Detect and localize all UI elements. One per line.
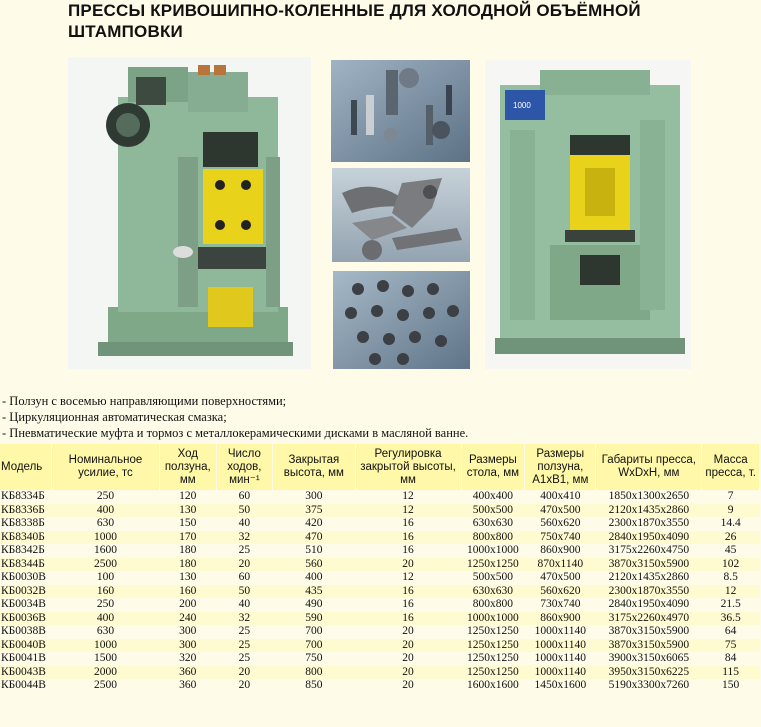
table-cell: 20: [402, 652, 414, 665]
table-cell: 16: [355, 612, 461, 626]
table-row: [0, 652, 760, 666]
table-cell: 5190x3300x7260: [608, 679, 690, 692]
table-cell: 1000x1140: [525, 666, 596, 680]
col-strokes-per-min: Число ходов, мин⁻¹: [216, 444, 273, 490]
table-cell: 800: [273, 666, 355, 680]
col-slide-size: Размеры ползуна, A1xB1, мм: [525, 444, 596, 490]
table-cell: 170: [160, 531, 217, 545]
table-cell: 20: [355, 639, 461, 653]
table-cell: 435: [273, 585, 355, 599]
table-cell: 375: [273, 504, 355, 518]
table-cell: 40: [238, 517, 251, 530]
feature-item: - Ползун с восемью направляющими поверхностями;: [2, 394, 287, 408]
table-cell: 16: [355, 531, 461, 545]
table-cell: 160: [51, 585, 159, 599]
feature-item: - Пневматические муфта и тормоз с металлокерамическими дисками в масляной ванне.: [2, 426, 469, 440]
table-cell: 850: [305, 679, 323, 692]
table-cell: 400x400: [472, 490, 514, 503]
table-cell: КБ0030В: [1, 571, 46, 584]
table-cell: 3175x2260x4750: [608, 544, 690, 557]
table-cell: 470x500: [525, 504, 596, 518]
forged-levers-photo: [332, 168, 470, 262]
table-cell: 300: [160, 639, 217, 653]
table-cell: 490: [305, 598, 323, 611]
table-cell: КБ0044В: [1, 679, 46, 692]
table-cell: 25: [238, 544, 251, 557]
table-cell: 1450x1600: [534, 679, 587, 692]
table-cell: 115: [702, 666, 760, 680]
table-cell: 20: [216, 666, 273, 680]
table-cell: 1000: [51, 531, 159, 545]
table-cell: 400: [51, 612, 159, 626]
table-cell: 84: [724, 652, 737, 665]
table-cell: 180: [179, 544, 197, 557]
table-cell: 400: [305, 571, 323, 584]
table-cell: 2500: [51, 558, 159, 572]
table-cell: КБ0040В: [0, 639, 51, 653]
table-cell: 730x740: [540, 598, 581, 611]
table-cell: 1000x1140: [534, 625, 586, 638]
table-cell: 1600x1600: [467, 679, 519, 692]
table-cell: 130: [179, 571, 197, 584]
table-cell: 560x620: [540, 517, 581, 530]
table-cell: 14.4: [720, 517, 741, 530]
table-cell: 16: [402, 598, 414, 611]
table-cell: 64: [724, 625, 737, 638]
table-cell: 2300x1870x3550: [608, 517, 690, 530]
table-cell: 1000x1140: [534, 652, 586, 665]
table-cell: 3175x2260x4970: [596, 612, 702, 626]
table-cell: 50: [216, 504, 273, 518]
table-cell: 470x500: [540, 571, 581, 584]
table-cell: 1000x1140: [525, 639, 596, 653]
table-cell: 180: [160, 558, 217, 572]
table-cell: 700: [273, 639, 355, 653]
table-cell: 750: [305, 652, 323, 665]
table-cell: 12: [355, 504, 461, 518]
col-force: Номинальное усилие, тс: [51, 444, 159, 490]
press-specs-table: [0, 444, 760, 693]
table-cell: 20: [355, 558, 461, 572]
table-cell: 560: [273, 558, 355, 572]
press-photo-left: [68, 57, 311, 369]
table-cell: 3870x3150x5900: [608, 625, 690, 638]
table-cell: 60: [238, 571, 251, 584]
table-cell: 1250x1250: [467, 652, 519, 665]
table-cell: 3870x3150x5900: [596, 639, 702, 653]
table-cell: 50: [216, 585, 273, 599]
table-cell: 3950x3150x6225: [596, 666, 702, 680]
page-title: ПРЕССЫ КРИВОШИПНО-КОЛЕННЫЕ ДЛЯ ХОЛОДНОЙ ОБЪЁМНОЙ ШТАМПОВКИ: [68, 1, 641, 41]
table-cell: 360: [179, 679, 197, 692]
table-cell: 40: [238, 598, 251, 611]
table-cell: КБ8344Б: [0, 558, 51, 572]
table-cell: 12: [402, 571, 414, 584]
table-cell: 2000: [51, 666, 159, 680]
table-cell: КБ0043В: [0, 666, 51, 680]
table-cell: 9: [702, 504, 760, 518]
table-row: [0, 585, 760, 599]
table-cell: 20: [238, 679, 251, 692]
table-cell: 560x620: [525, 585, 596, 599]
table-cell: 1000x1000: [461, 612, 525, 626]
table-cell: КБ8338Б: [1, 517, 45, 530]
table-cell: 750x740: [525, 531, 596, 545]
table-cell: 510: [305, 544, 323, 557]
table-cell: 25: [238, 652, 251, 665]
table-cell: КБ0036В: [0, 612, 51, 626]
table-cell: 630x630: [461, 585, 525, 599]
table-cell: 8.5: [723, 571, 738, 584]
table-cell: 420: [305, 517, 323, 530]
table-cell: 300: [179, 625, 197, 638]
table-row: [0, 598, 760, 612]
table-cell: 630: [96, 625, 115, 638]
col-mass: Масса пресса, т.: [702, 444, 760, 490]
table-cell: 12: [402, 490, 414, 503]
bolts-and-shafts-photo: [331, 60, 470, 162]
table-cell: 20: [402, 625, 414, 638]
table-row: [0, 571, 760, 585]
table-cell: 75: [702, 639, 760, 653]
table-cell: 1250x1250: [461, 666, 525, 680]
table-cell: 250: [96, 598, 115, 611]
table-cell: 100: [96, 571, 115, 584]
table-cell: 26: [702, 531, 760, 545]
table-cell: 2500: [93, 679, 117, 692]
table-cell: 360: [160, 666, 217, 680]
table-cell: КБ8342Б: [1, 544, 45, 557]
table-cell: 300: [305, 490, 323, 503]
table-cell: 16: [355, 585, 461, 599]
small-fittings-photo: [333, 271, 470, 369]
table-cell: 160: [160, 585, 217, 599]
table-cell: 150: [722, 679, 740, 692]
table-cell: 870x1140: [525, 558, 596, 572]
table-cell: 25: [238, 625, 251, 638]
table-cell: 2120x1435x2860: [596, 504, 702, 518]
table-row: [0, 612, 760, 626]
table-cell: КБ8340Б: [0, 531, 51, 545]
table-cell: 320: [179, 652, 197, 665]
table-cell: 16: [402, 517, 414, 530]
col-table-size: Размеры стола, мм: [461, 444, 525, 490]
table-cell: 630: [96, 517, 115, 530]
col-dimensions: Габариты пресса, WxDxH, мм: [596, 444, 702, 490]
table-cell: 120: [179, 490, 197, 503]
table-cell: 240: [160, 612, 217, 626]
table-cell: КБ0038В: [1, 625, 46, 638]
col-stroke: Ход ползуна, мм: [160, 444, 217, 490]
table-cell: 1250x1250: [461, 639, 525, 653]
table-cell: 12: [702, 585, 760, 599]
feature-list: [2, 393, 722, 441]
table-cell: 20: [216, 558, 273, 572]
table-row: [0, 544, 760, 558]
table-cell: 400: [51, 504, 159, 518]
table-row: [0, 558, 760, 572]
table-cell: 400x410: [540, 490, 581, 503]
table-cell: 1250x1250: [467, 625, 519, 638]
table-cell: 800x800: [472, 598, 514, 611]
table-cell: 102: [702, 558, 760, 572]
table-cell: 36.5: [702, 612, 760, 626]
table-cell: КБ0034В: [1, 598, 46, 611]
table-cell: КБ8336Б: [0, 504, 51, 518]
table-cell: 60: [238, 490, 251, 503]
table-cell: 200: [179, 598, 197, 611]
table-cell: 1600: [93, 544, 117, 557]
table-cell: 32: [216, 531, 273, 545]
table-cell: 630x630: [472, 517, 514, 530]
table-cell: 470: [273, 531, 355, 545]
table-header-row: [0, 444, 760, 490]
press-photo-right: [485, 60, 691, 369]
table-cell: 45: [724, 544, 737, 557]
table-cell: КБ0032В: [0, 585, 51, 599]
table-cell: КБ8334Б: [1, 490, 45, 503]
table-cell: 1850x1300x2650: [608, 490, 690, 503]
table-row: [0, 666, 760, 680]
table-cell: 21.5: [720, 598, 741, 611]
table-cell: 2840x1950x4090: [596, 531, 702, 545]
table-cell: 1000x1000: [467, 544, 519, 557]
table-row: [0, 639, 760, 653]
table-cell: 500x500: [461, 504, 525, 518]
table-cell: 20: [402, 679, 414, 692]
nameplate-text: 1000: [513, 101, 531, 110]
table-cell: 32: [216, 612, 273, 626]
table-cell: 3900x3150x6065: [608, 652, 690, 665]
table-row: [0, 517, 760, 531]
table-cell: 860x900: [525, 612, 596, 626]
table-cell: 590: [273, 612, 355, 626]
table-row: [0, 531, 760, 545]
table-cell: 20: [355, 666, 461, 680]
table-cell: 1000: [51, 639, 159, 653]
table-row: [0, 625, 760, 639]
table-cell: КБ0041В: [1, 652, 46, 665]
col-shut-adjust: Регулировка закрытой высоты, мм: [355, 444, 461, 490]
table-cell: 150: [179, 517, 197, 530]
table-cell: 700: [305, 625, 323, 638]
table-cell: 1250x1250: [461, 558, 525, 572]
feature-item: - Циркуляционная автоматическая смазка;: [2, 410, 227, 424]
table-cell: 2840x1950x4090: [608, 598, 690, 611]
col-model: Модель: [0, 444, 51, 490]
table-cell: 3870x3150x5900: [596, 558, 702, 572]
col-shut-height: Закрытая высота, мм: [273, 444, 355, 490]
table-cell: 1500: [93, 652, 117, 665]
table-cell: 250: [96, 490, 115, 503]
table-cell: 800x800: [461, 531, 525, 545]
table-row: [0, 679, 760, 693]
table-cell: 2120x1435x2860: [608, 571, 690, 584]
table-row: [0, 490, 760, 504]
table-cell: 130: [160, 504, 217, 518]
table-row: [0, 504, 760, 518]
table-cell: 2300x1870x3550: [596, 585, 702, 599]
table-cell: 500x500: [472, 571, 514, 584]
table-cell: 860x900: [540, 544, 581, 557]
table-cell: 16: [402, 544, 414, 557]
table-cell: 7: [727, 490, 734, 503]
table-cell: 25: [216, 639, 273, 653]
